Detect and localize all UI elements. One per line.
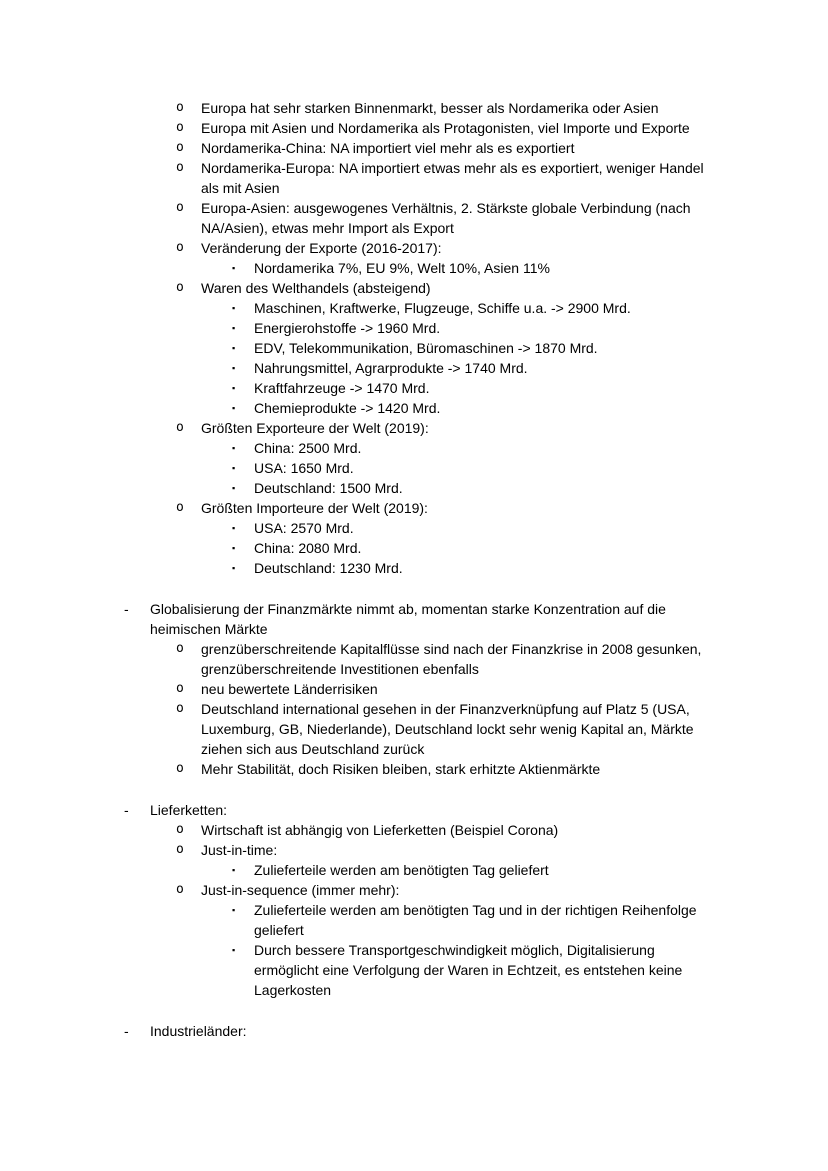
list-item-text: Just-in-sequence (immer mehr): xyxy=(201,882,400,898)
square-bullet-icon: ▪ xyxy=(232,563,236,573)
list-item-text: Energierohstoffe -> 1960 Mrd. xyxy=(254,320,441,336)
list-item xyxy=(0,759,712,779)
list-item xyxy=(0,358,712,378)
list-item xyxy=(0,118,712,138)
list-item xyxy=(0,880,712,900)
list-item xyxy=(0,478,712,498)
list-item xyxy=(0,98,712,118)
square-bullet-icon: ▪ xyxy=(232,523,236,533)
list-item xyxy=(0,518,712,538)
list-item-text: EDV, Telekommunikation, Büromaschinen -> 1870 Mrd. xyxy=(254,340,598,356)
circle-bullet-icon: o xyxy=(176,100,184,115)
list-item xyxy=(0,278,712,298)
circle-bullet-icon: o xyxy=(176,822,184,837)
list-item xyxy=(0,158,712,198)
list-item xyxy=(0,438,712,458)
circle-bullet-icon: o xyxy=(176,240,184,255)
list-item-text: Nordamerika-China: NA importiert viel mehr als es exportiert xyxy=(201,140,575,156)
list-item-text: Größten Exporteure der Welt (2019): xyxy=(201,420,429,436)
square-bullet-icon: ▪ xyxy=(232,303,236,313)
list-item-text: Zulieferteile werden am benötigten Tag und in der richtigen Reihenfolge geliefert xyxy=(254,902,697,938)
list-item xyxy=(0,198,712,238)
list-item-text: Veränderung der Exporte (2016-2017): xyxy=(201,240,442,256)
square-bullet-icon: ▪ xyxy=(232,865,236,875)
list-item-text: Just-in-time: xyxy=(201,842,278,858)
list-item-text: Deutschland international gesehen in der Finanzverknüpfung auf Platz 5 (USA, Luxemburg, GB, Niederlande), Deutschland lockt sehr wenig Kapital an, Märkte ziehen sich aus Deutschland zurück xyxy=(201,701,694,757)
circle-bullet-icon: o xyxy=(176,882,184,897)
square-bullet-icon: ▪ xyxy=(232,463,236,473)
list-item-text: USA: 1650 Mrd. xyxy=(254,460,354,476)
list-item-text: Größten Importeure der Welt (2019): xyxy=(201,500,428,516)
list-item-text: Industrieländer: xyxy=(150,1023,247,1039)
list-item-text: Durch bessere Transportgeschwindigkeit möglich, Digitalisierung ermöglicht eine Verfolgung der Waren in Echtzeit, es entstehen keine Lagerkosten xyxy=(254,942,683,998)
square-bullet-icon: ▪ xyxy=(232,363,236,373)
list-item-text: grenzüberschreitende Kapitalflüsse sind nach der Finanzkrise in 2008 gesunken, grenzüberschreitende Investitionen ebenfalls xyxy=(201,641,702,677)
list-item xyxy=(0,1021,712,1041)
list-item-text: Chemieprodukte -> 1420 Mrd. xyxy=(254,400,441,416)
list-item xyxy=(0,800,712,820)
list-item xyxy=(0,458,712,478)
list-item xyxy=(0,418,712,438)
circle-bullet-icon: o xyxy=(176,641,184,656)
list-item xyxy=(0,298,712,318)
list-item xyxy=(0,900,712,940)
dash-bullet-icon: - xyxy=(124,802,129,818)
list-item xyxy=(0,238,712,258)
square-bullet-icon: ▪ xyxy=(232,945,236,955)
circle-bullet-icon: o xyxy=(176,701,184,716)
square-bullet-icon: ▪ xyxy=(232,403,236,413)
circle-bullet-icon: o xyxy=(176,681,184,696)
list-item-text: Globalisierung der Finanzmärkte nimmt ab, momentan starke Konzentration auf die heimischen Märkte xyxy=(150,601,666,637)
square-bullet-icon: ▪ xyxy=(232,443,236,453)
square-bullet-icon: ▪ xyxy=(232,543,236,553)
circle-bullet-icon: o xyxy=(176,280,184,295)
list-item-text: China: 2080 Mrd. xyxy=(254,540,362,556)
list-item-text: Europa-Asien: ausgewogenes Verhältnis, 2. Stärkste globale Verbindung (nach NA/Asien), etwas mehr Import als Export xyxy=(201,200,691,236)
list-item-text: Europa hat sehr starken Binnenmarkt, besser als Nordamerika oder Asien xyxy=(201,100,659,116)
list-item-text: Zulieferteile werden am benötigten Tag geliefert xyxy=(254,862,549,878)
list-item xyxy=(0,639,712,679)
square-bullet-icon: ▪ xyxy=(232,323,236,333)
circle-bullet-icon: o xyxy=(176,140,184,155)
list-item xyxy=(0,558,712,578)
circle-bullet-icon: o xyxy=(176,761,184,776)
list-item-text: neu bewertete Länderrisiken xyxy=(201,681,378,697)
list-item xyxy=(0,338,712,358)
square-bullet-icon: ▪ xyxy=(232,343,236,353)
square-bullet-icon: ▪ xyxy=(232,263,236,273)
square-bullet-icon: ▪ xyxy=(232,483,236,493)
list-item xyxy=(0,599,712,639)
list-item-text: Kraftfahrzeuge -> 1470 Mrd. xyxy=(254,380,430,396)
list-item xyxy=(0,840,712,860)
list-item xyxy=(0,940,712,1000)
dash-bullet-icon: - xyxy=(124,601,129,617)
list-item-text: Nordamerika 7%, EU 9%, Welt 10%, Asien 11% xyxy=(254,260,550,276)
list-item-text: Waren des Welthandels (absteigend) xyxy=(201,280,431,296)
list-item-text: USA: 2570 Mrd. xyxy=(254,520,354,536)
list-item-text: Europa mit Asien und Nordamerika als Protagonisten, viel Importe und Exporte xyxy=(201,120,690,136)
list-item xyxy=(0,138,712,158)
list-item xyxy=(0,538,712,558)
square-bullet-icon: ▪ xyxy=(232,383,236,393)
list-item-text: Deutschland: 1500 Mrd. xyxy=(254,480,403,496)
list-item xyxy=(0,318,712,338)
circle-bullet-icon: o xyxy=(176,842,184,857)
document-body xyxy=(0,98,716,1041)
list-item-text: Nahrungsmittel, Agrarprodukte -> 1740 Mrd. xyxy=(254,360,528,376)
list-item-text: Mehr Stabilität, doch Risiken bleiben, stark erhitzte Aktienmärkte xyxy=(201,761,601,777)
list-item xyxy=(0,860,712,880)
list-item-text: China: 2500 Mrd. xyxy=(254,440,362,456)
list-item xyxy=(0,378,712,398)
list-item-text: Deutschland: 1230 Mrd. xyxy=(254,560,403,576)
list-item-text: Maschinen, Kraftwerke, Flugzeuge, Schiffe u.a. -> 2900 Mrd. xyxy=(254,300,631,316)
list-item xyxy=(0,679,712,699)
square-bullet-icon: ▪ xyxy=(232,905,236,915)
list-item-text: Lieferketten: xyxy=(150,802,228,818)
list-item xyxy=(0,699,712,759)
list-item xyxy=(0,820,712,840)
circle-bullet-icon: o xyxy=(176,420,184,435)
list-item xyxy=(0,398,712,418)
list-item xyxy=(0,258,712,278)
circle-bullet-icon: o xyxy=(176,160,184,175)
circle-bullet-icon: o xyxy=(176,200,184,215)
list-item-text: Wirtschaft ist abhängig von Lieferketten (Beispiel Corona) xyxy=(201,822,559,838)
list-item xyxy=(0,498,712,518)
list-item-text: Nordamerika-Europa: NA importiert etwas mehr als es exportiert, weniger Handel als mit Asien xyxy=(201,160,704,196)
circle-bullet-icon: o xyxy=(176,500,184,515)
dash-bullet-icon: - xyxy=(124,1023,129,1039)
circle-bullet-icon: o xyxy=(176,120,184,135)
